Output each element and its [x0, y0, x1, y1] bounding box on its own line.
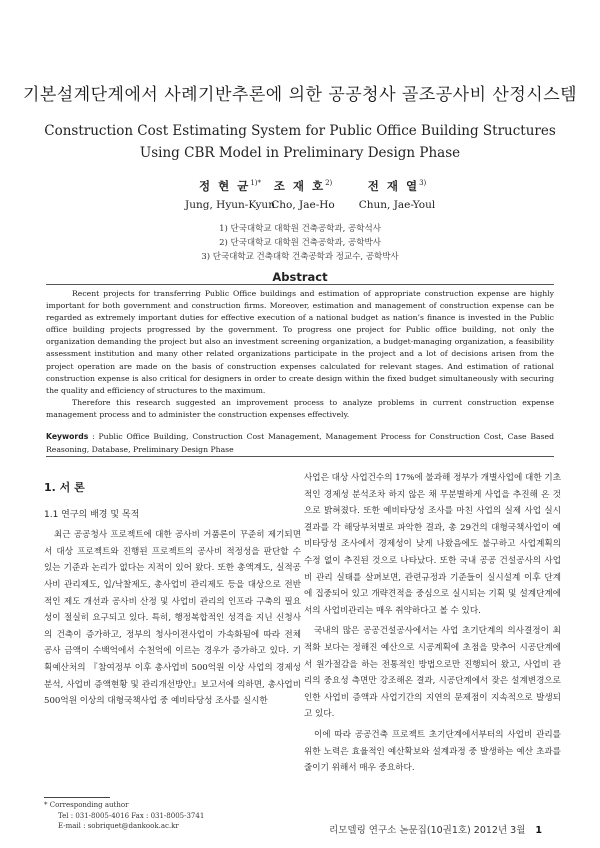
- footnote: [44, 800, 294, 832]
- abstract-paragraph-1: Recent projects for transferring Public Office buildings and estimation of appropriate construction expense are highly important for both government and construction firms. Moreover, estimation and management of construction expense can be regarded as extremely important duties for effective execution of a national budget as nation’s finance is invested in the Public office building projects progressed by the government. To progress one project for Public office building, not only the organization demanding the project but also an investment screening organization, a budget-managing organization, a feasibility assessment institution and many other related organizations participate in the project and a lot of decisions arisen from the project operation are made on the basis of construction expenses calculated for relevant stages. And estimation of rational construction expense is also critical for designers in order to create design within the fixed budget simultaneously with securing the quality and efficiency of structures to the maximum.: [46, 289, 554, 395]
- title-english-line-2: Using CBR Model in Preliminary Design Phase: [139, 145, 461, 161]
- body-paragraph-right-2: 국내의 많은 공공건설공사에서는 사업 초기단계의 의사결정이 최적화 보다는 정해진 예산으로 시공계획에 초점을 맞추어 시공단계에서 원가절감을 하는 전통적인 방법으로만 진행되어 왔고, 사업비 관리의 중요성 측면만 강조해온 결과, 시공단계에서 잦은 설계변경으로 인한 사업비 증액과 사업기간의 지연의 문제점이 지속적으로 발생되고 있다.: [304, 626, 561, 720]
- keywords-text: : Public Office Building, Construction Cost Management, Management Process for Construction Cost, Case Based Reasoning, Database, Preliminary Design Phase: [46, 432, 554, 454]
- author-3-marker: 3): [419, 179, 427, 188]
- author-1-marker: 1)*: [250, 179, 262, 188]
- footnote-email: E-mail : sobriquet@dankook.ac.kr: [58, 822, 179, 830]
- author-2-name-en: Cho, Jae-Ho: [271, 199, 335, 211]
- title-english-line-1: Construction Cost Estimating System for Public Office Building Structures: [44, 123, 556, 139]
- page-footer: [329, 822, 542, 836]
- abstract-heading: Abstract: [272, 270, 328, 284]
- keywords: [46, 431, 554, 456]
- footnote-rule: [44, 797, 110, 798]
- body-paragraph-right-3: 이에 따라 공공건축 프로젝트 초기단계에서부터의 사업비 관리를 위한 노력은 효율적인 예산확보와 설계과정 중 발생하는 예산 초과를 줄이기 위해서 매우 중요하다.: [304, 729, 561, 774]
- subsection-heading: 1.1 연구의 배경 및 목적: [44, 509, 140, 520]
- right-column: [304, 470, 561, 777]
- body-paragraph-left: 최근 공공청사 프로젝트에 대한 공사비 거품론이 꾸준히 제기되면서 대상 프로젝트와 진행된 프로젝트의 공사비 적정성을 판단할 수 있는 기준과 논리가 없다는 지적이 있어 왔다. 또한 총액계도, 실적공사비 관리제도, 입/낙찰제도, 총사업비 관리제도 등을 대상으로 전반적인 제도 개선과 공사비 산정 및 사업비 관리의 인프라 구축의 필요성이 절실히 요구되고 있다. 특히, 행정복합적인 성격을 지닌 신청사의 건축이 증가하고, 정부의 청사이전사업이 가속화됨에 따라 전체 공사 금액이 수백억에서 수천억에 이르는 경우가 증가하고 있다. 기획예산처의 『참여정부 이후 총사업비 500억원 이상 사업의 경제성분석, 사업비 증액현황 및 관리개선방안』보고서에 의하면, 총사업비 500억원 이상의 대형국책사업 중 예비타당성 조사를 실시한: [44, 530, 301, 707]
- journal-info: 리모델링 연구소 논문집(10권1호) 2012년 3월: [329, 825, 526, 836]
- author-3-name-ko: 전 재 열: [367, 179, 420, 193]
- page-number: 1: [535, 825, 542, 836]
- author-2-name-ko: 조 재 호: [273, 179, 326, 193]
- affiliations: [0, 222, 600, 264]
- affiliation-2: 2) 단국대학교 대학원 건축공학과, 공학박사: [219, 238, 381, 248]
- section-heading: 1. 서 론: [44, 481, 85, 494]
- title-english: [0, 120, 600, 164]
- abstract-section: [46, 284, 554, 456]
- author-3: [322, 178, 472, 211]
- title-korean: 기본설계단계에서 사례기반추론에 의한 공공청사 골조공사비 산정시스템: [22, 85, 578, 105]
- footnote-tel: Tel : 031-8005-4016 Fax : 031-8005-3741: [58, 811, 205, 820]
- author-2-marker: 2): [325, 179, 333, 188]
- body-paragraph-right-1: 사업은 대상 사업건수의 17%에 불과해 정부가 개별사업에 대한 기초적인 경제성 분석조차 하지 않은 채 무분별하게 사업을 추진해 온 것으로 밝혀졌다. 또한 예비타당성 조사를 마친 사업의 실제 사업 실시 결과를 각 해당부처별로 파악한 결과, 총 29건의 대형국책사업이 예비타당성 조사에서 경제성이 낮게 나왔음에도 불구하고 사업계획의 수정 없이 추진된 것으로 나타났다. 또한 국내 공공 건설공사의 사업비 관리 실태를 살펴보면, 관련규정과 기준들이 실시설계 이후 단계에 집중되어 있고 개략견적을 중심으로 실시되는 기획 및 설계단계에서의 사업비관리는 매우 취약하다고 볼 수 있다.: [304, 473, 561, 616]
- author-1-name-en: Jung, Hyun-Kyun: [185, 199, 275, 211]
- footnote-label: * Corresponding author: [44, 801, 129, 809]
- affiliation-1: 1) 단국대학교 대학원 건축공학과, 공학석사: [219, 224, 381, 234]
- affiliation-3: 3) 단국대학교 건축대학 건축공학과 정교수, 공학박사: [201, 252, 399, 262]
- abstract-paragraph-2: Therefore this research suggested an improvement process to analyze problems in current construction expense management process and to administer the construction expenses effectively.: [46, 397, 554, 419]
- author-3-name-en: Chun, Jae-Youl: [358, 199, 436, 211]
- left-column: [44, 470, 301, 710]
- abstract-bottom-rule: [46, 456, 554, 457]
- keywords-label: Keywords: [46, 432, 89, 442]
- author-1-name-ko: 정 현 균: [198, 179, 251, 193]
